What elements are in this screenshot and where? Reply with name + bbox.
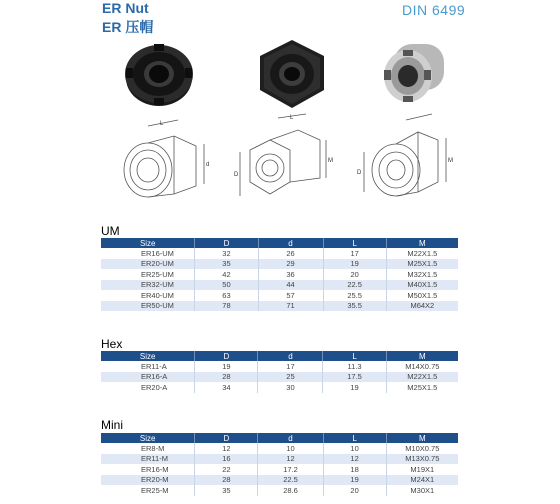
title-cn: ER 压帽 bbox=[102, 19, 154, 35]
col-outer-d: D bbox=[195, 351, 258, 361]
table-row: ER16-A 28 25 17.5 M22X1.5 bbox=[101, 372, 458, 383]
hex-nut-photo bbox=[252, 36, 332, 112]
table-row: ER20-A 34 30 19 M25X1.5 bbox=[101, 382, 458, 393]
hex-nut-drawing bbox=[234, 112, 340, 208]
section-mini: Mini bbox=[101, 418, 124, 432]
label-m-mini: M bbox=[448, 158, 453, 164]
table-header-row bbox=[101, 433, 458, 443]
mini-table bbox=[101, 433, 458, 496]
label-d-hex: D bbox=[234, 172, 239, 178]
um-nut-drawing bbox=[116, 116, 216, 208]
standard-label: DIN 6499 bbox=[402, 2, 466, 18]
col-thread: M bbox=[386, 351, 458, 361]
table-row: ER25-M 35 28.6 20 M30X1 bbox=[101, 485, 458, 496]
label-d-mini: D bbox=[357, 170, 362, 176]
label-m-hex: M bbox=[328, 158, 333, 164]
col-thread: M bbox=[386, 433, 458, 443]
table-row: ER16-M 22 17.2 18 M19X1 bbox=[101, 464, 458, 475]
table-row: ER40-UM 63 57 25.5 M50X1.5 bbox=[101, 290, 458, 301]
title-en: ER Nut bbox=[102, 0, 149, 16]
table-row: ER16-UM 32 26 17 M22X1.5 bbox=[101, 248, 458, 259]
table-header-row bbox=[101, 351, 458, 361]
mini-nut-photo bbox=[372, 34, 454, 110]
table-row: ER32-UM 50 44 22.5 M40X1.5 bbox=[101, 280, 458, 291]
section-hex: Hex bbox=[101, 337, 123, 351]
label-d-small: d bbox=[206, 162, 210, 168]
col-length: L bbox=[323, 351, 386, 361]
mini-nut-drawing bbox=[356, 112, 460, 206]
table-row: ER11-M 16 12 12 M13X0.75 bbox=[101, 454, 458, 465]
table-row: ER11-A 19 17 11.3 M14X0.75 bbox=[101, 361, 458, 372]
col-length: L bbox=[323, 433, 386, 443]
table-row: ER25-UM 42 36 20 M32X1.5 bbox=[101, 269, 458, 280]
col-outer-d: D bbox=[195, 238, 258, 248]
col-length: L bbox=[323, 238, 386, 248]
table-row: ER20-UM 35 29 19 M25X1.5 bbox=[101, 259, 458, 270]
label-l-hex: L bbox=[290, 115, 294, 121]
col-outer-d: D bbox=[195, 433, 258, 443]
col-size: Size bbox=[101, 238, 195, 248]
table-header-row bbox=[101, 238, 458, 248]
section-um: UM bbox=[101, 224, 120, 238]
col-size: Size bbox=[101, 433, 195, 443]
table-row: ER50-UM 78 71 35.5 M64X2 bbox=[101, 301, 458, 312]
um-table bbox=[101, 238, 458, 311]
col-inner-d: d bbox=[258, 351, 323, 361]
col-inner-d: d bbox=[258, 433, 323, 443]
col-size: Size bbox=[101, 351, 195, 361]
um-nut-photo bbox=[118, 38, 200, 110]
col-inner-d: d bbox=[258, 238, 323, 248]
label-l: L bbox=[160, 121, 164, 127]
table-row: ER20-M 28 22.5 19 M24X1 bbox=[101, 475, 458, 486]
table-row: ER8-M 12 10 10 M10X0.75 bbox=[101, 443, 458, 454]
hex-table bbox=[101, 351, 458, 393]
col-thread: M bbox=[386, 238, 458, 248]
